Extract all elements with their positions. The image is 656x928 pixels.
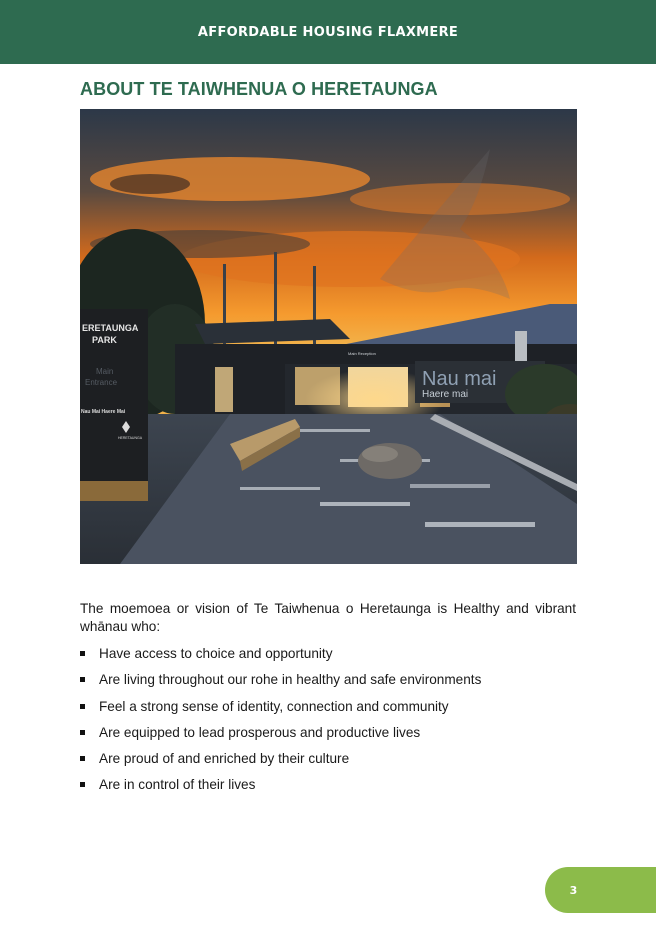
page-header xyxy=(0,0,656,64)
list-item-text: Feel a strong sense of identity, connection and community xyxy=(99,698,449,714)
list-item-text: Are proud of and enriched by their culture xyxy=(99,751,350,767)
list-item xyxy=(80,724,580,750)
vision-list xyxy=(80,645,580,803)
square-bullet-icon xyxy=(80,782,85,787)
sign-main: Main xyxy=(96,367,114,376)
list-item xyxy=(80,645,580,671)
list-item xyxy=(80,671,580,697)
page-number: 3 xyxy=(569,883,578,897)
header-title: AFFORDABLE HOUSING FLAXMERE xyxy=(197,24,459,40)
list-item xyxy=(80,750,580,776)
sign-line2: PARK xyxy=(92,335,117,345)
list-item xyxy=(80,698,580,724)
square-bullet-icon xyxy=(80,677,85,682)
square-bullet-icon xyxy=(80,730,85,735)
sign-logo: HERETAUNGA xyxy=(118,436,143,440)
section-title: ABOUT TE TAIWHENUA O HERETAUNGA xyxy=(80,79,438,99)
sign-line1: ERETAUNGA xyxy=(82,323,139,333)
intro-paragraph: The moemoea or vision of Te Taiwhenua o Heretaunga is Healthy and vibrant whānau who: xyxy=(80,601,576,634)
sign-entrance: Entrance xyxy=(85,378,118,387)
sign-welcome: Nau Mai Haere Mai xyxy=(81,409,126,415)
banner-line2: Haere mai xyxy=(422,389,469,400)
list-item-text: Have access to choice and opportunity xyxy=(99,646,333,661)
entrance-photo-illustration xyxy=(80,109,577,564)
banner-line1: Nau mai xyxy=(422,368,497,390)
square-bullet-icon xyxy=(80,756,85,761)
square-bullet-icon xyxy=(80,704,85,709)
page-number-tab xyxy=(545,867,656,913)
building-sign: Main Reception xyxy=(348,351,376,356)
square-bullet-icon xyxy=(80,651,85,656)
entrance-photo xyxy=(80,109,577,564)
list-item-text: Are living throughout our rohe in healthy and safe environments xyxy=(99,672,482,688)
list-item xyxy=(80,776,580,802)
list-item-text: Are in control of their lives xyxy=(99,777,256,793)
list-item-text: Are equipped to lead prosperous and productive lives xyxy=(99,724,421,740)
